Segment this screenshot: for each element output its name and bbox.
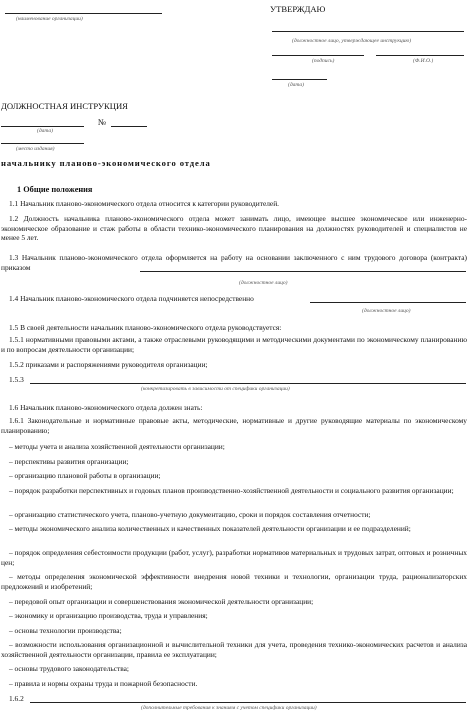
- position-title: начальнику планово-экономического отдела: [1, 158, 211, 168]
- approver-position-caption: (должностное лицо, утверждающее инструкцию): [292, 38, 412, 44]
- place-line[interactable]: [1, 143, 84, 144]
- clause-1-6: 1.6 Начальник планово-экономического отдела должен знать:: [9, 403, 203, 412]
- clause-1-5-1: 1.5.1 нормативными правовыми актами, а также отраслевыми руководящими и методическими документами по экономическому планированию и по вопросам деятельности организации;: [1, 335, 467, 354]
- knowledge-item: – методы учета и анализа хозяйственной деятельности организации;: [9, 442, 225, 451]
- clause-1-3-caption: (должностное лицо): [239, 280, 288, 286]
- clause-1-6-2-caption: (дополнительные требования к знаниям с учетом специфики организации): [141, 705, 317, 711]
- section-heading: 1 Общие положения: [17, 185, 93, 194]
- clause-1-1: 1.1 Начальник планово-экономического отдела относится к категории руководителей.: [9, 199, 279, 208]
- org-name-caption: (наименование организации): [16, 16, 83, 22]
- clause-1-6-2-field[interactable]: [30, 702, 466, 703]
- knowledge-item: – возможности использования организационной и вычислительной техники для учета, проведения технико-экономических расчетов и анализа хозяйственной деятельности организации, правила ее эксплуатации;: [1, 640, 467, 659]
- clause-1-5-3-caption: (конкретизировать в зависимости от специфики организации): [141, 386, 290, 392]
- clause-1-2: 1.2 Должность начальника планово-экономического отдела может занимать лицо, имеющее высшее экономическое или инженерно-экономическое образование и стаж работы в области технико-экономического планирования на должностях руководителей и специалистов не менее 5 лет.: [1, 214, 467, 243]
- knowledge-item: – организацию плановой работы в организации;: [9, 471, 161, 480]
- fio-line[interactable]: [376, 55, 464, 56]
- approver-position-line[interactable]: [272, 31, 464, 32]
- doc-date-line[interactable]: [1, 126, 84, 127]
- fio-caption: (Ф.И.О.): [413, 58, 434, 64]
- knowledge-item: – порядок определения себестоимости продукции (работ, услуг), разработки нормативов материальных и трудовых затрат, оптовых и розничных цен;: [1, 548, 467, 567]
- knowledge-item: – правила и нормы охраны труда и пожарной безопасности.: [9, 679, 198, 688]
- clause-1-5-3: 1.5.3: [9, 375, 24, 384]
- org-name-line[interactable]: [5, 13, 162, 14]
- clause-1-4-field[interactable]: [310, 302, 466, 303]
- knowledge-item: – перспективы развития организации;: [9, 457, 129, 466]
- doc-date-caption: (дата): [37, 128, 53, 134]
- clause-1-4-caption: (должностное лицо): [362, 308, 411, 314]
- approve-heading: УТВЕРЖДАЮ: [270, 4, 326, 14]
- signature-line[interactable]: [272, 55, 364, 56]
- knowledge-item: – экономику и организацию производства, труда и управления;: [9, 611, 208, 620]
- knowledge-item: – основы технологии производства;: [9, 626, 122, 635]
- clause-1-6-1: 1.6.1 Законодательные и нормативные правовые акты, методические, нормативные и другие руководящие материалы по экономическому планированию;: [1, 416, 467, 435]
- clause-1-4: 1.4 Начальник планово-экономического отдела подчиняется непосредственно: [9, 294, 254, 303]
- clause-1-3-field[interactable]: [140, 271, 466, 272]
- knowledge-item: – порядок разработки перспективных и годовых планов производственно-хозяйственной деятельности и социального развития организации;: [9, 486, 454, 495]
- doc-number-line[interactable]: [111, 126, 147, 127]
- approval-date-line[interactable]: [272, 79, 327, 80]
- knowledge-item: – методы определения экономической эффективности внедрения новой техники и технологии, организации труда, рационализаторских предложений и изобретений;: [1, 572, 467, 591]
- knowledge-item: – организацию статистического учета, планово-учетную документацию, сроки и порядок составления отчетности;: [9, 510, 371, 519]
- knowledge-item: – передовой опыт организации и совершенствования экономической деятельности организации;: [9, 597, 314, 606]
- clause-1-5-3-field[interactable]: [30, 383, 466, 384]
- number-sign: №: [98, 117, 107, 127]
- clause-1-5: 1.5 В своей деятельности начальник планово-экономического отдела руководствуется:: [9, 323, 282, 332]
- knowledge-item: – основы трудового законодательства;: [9, 664, 129, 673]
- clause-1-3: 1.3 Начальник планово-экономического отдела оформляется на работу на основании заключенного с ним трудового договора (контракта) приказом: [1, 253, 467, 272]
- knowledge-item: – методы экономического анализа количественных и качественных показателей деятельности организации и ее подразделений;: [9, 524, 411, 533]
- clause-1-6-2: 1.6.2: [9, 694, 24, 703]
- clause-1-5-2: 1.5.2 приказами и распоряжениями руководителя организации;: [9, 360, 208, 369]
- document-title: ДОЛЖНОСТНАЯ ИНСТРУКЦИЯ: [1, 101, 128, 111]
- approval-date-caption: (дата): [288, 82, 304, 88]
- signature-caption: (подпись): [312, 58, 335, 64]
- place-caption: (место издания): [16, 146, 55, 152]
